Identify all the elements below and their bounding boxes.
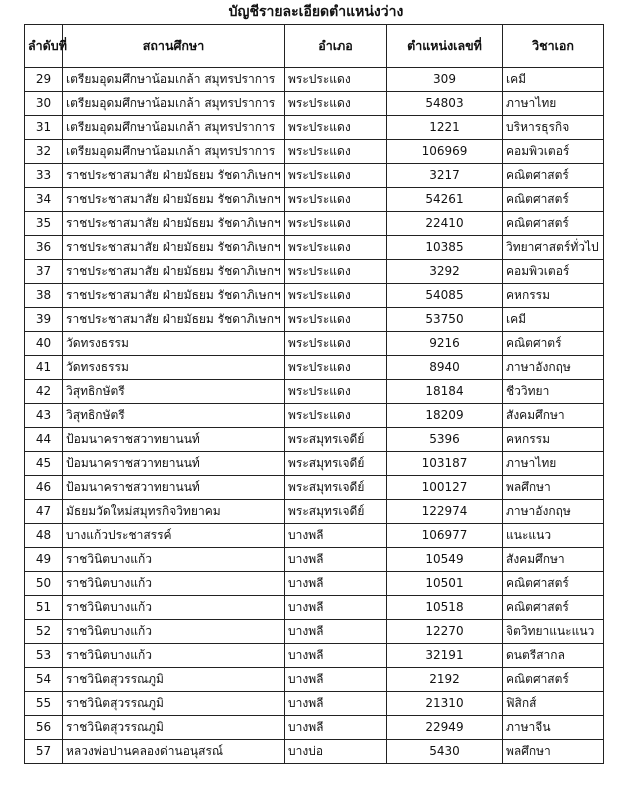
cell-major: คณิตศาตร์ — [503, 332, 604, 356]
cell-sequence: 29 — [25, 68, 63, 92]
cell-position-number: 22410 — [387, 212, 503, 236]
cell-school: เตรียมอุดมศึกษาน้อมเกล้า สมุทรปราการ — [63, 116, 285, 140]
cell-major: เคมี — [503, 308, 604, 332]
cell-position-number: 32191 — [387, 644, 503, 668]
cell-position-number: 309 — [387, 68, 503, 92]
cell-district: พระประแดง — [285, 236, 387, 260]
cell-position-number: 8940 — [387, 356, 503, 380]
cell-position-number: 10549 — [387, 548, 503, 572]
cell-major: คณิตศาสตร์ — [503, 164, 604, 188]
cell-position-number: 106977 — [387, 524, 503, 548]
table-row — [25, 68, 604, 92]
cell-position-number: 12270 — [387, 620, 503, 644]
cell-position-number: 5396 — [387, 428, 503, 452]
cell-major: ภาษาอังกฤษ — [503, 500, 604, 524]
cell-school: ราชประชาสมาสัย ฝ่ายมัธยม รัชดาภิเษกฯ — [63, 260, 285, 284]
cell-school: ราชประชาสมาสัย ฝ่ายมัธยม รัชดาภิเษกฯ — [63, 212, 285, 236]
cell-sequence: 56 — [25, 716, 63, 740]
cell-position-number: 21310 — [387, 692, 503, 716]
table-row — [25, 452, 604, 476]
table-row — [25, 620, 604, 644]
table-row — [25, 740, 604, 764]
cell-major: คณิตศาสตร์ — [503, 596, 604, 620]
table-row — [25, 284, 604, 308]
cell-sequence: 47 — [25, 500, 63, 524]
cell-position-number: 22949 — [387, 716, 503, 740]
cell-sequence: 37 — [25, 260, 63, 284]
cell-major: ภาษาไทย — [503, 92, 604, 116]
cell-district: พระสมุทรเจดีย์ — [285, 452, 387, 476]
cell-sequence: 39 — [25, 308, 63, 332]
table-row — [25, 596, 604, 620]
cell-district: พระประแดง — [285, 308, 387, 332]
cell-position-number: 54261 — [387, 188, 503, 212]
cell-major: คอมพิวเตอร์ — [503, 140, 604, 164]
cell-district: บางพลี — [285, 644, 387, 668]
cell-sequence: 38 — [25, 284, 63, 308]
cell-school: เตรียมอุดมศึกษาน้อมเกล้า สมุทรปราการ — [63, 68, 285, 92]
cell-major: คณิตศาสตร์ — [503, 212, 604, 236]
table-row — [25, 188, 604, 212]
cell-school: ราชประชาสมาสัย ฝ่ายมัธยม รัชดาภิเษกฯ — [63, 308, 285, 332]
cell-district: พระประแดง — [285, 164, 387, 188]
cell-major: ฟิสิกส์ — [503, 692, 604, 716]
cell-position-number: 106969 — [387, 140, 503, 164]
cell-sequence: 32 — [25, 140, 63, 164]
table-row — [25, 356, 604, 380]
cell-district: บางบ่อ — [285, 740, 387, 764]
cell-district: พระประแดง — [285, 188, 387, 212]
cell-district: บางพลี — [285, 524, 387, 548]
cell-sequence: 31 — [25, 116, 63, 140]
cell-position-number: 103187 — [387, 452, 503, 476]
cell-school: วัดทรงธรรม — [63, 356, 285, 380]
table-row — [25, 644, 604, 668]
cell-district: บางพลี — [285, 572, 387, 596]
table-row — [25, 212, 604, 236]
cell-position-number: 10518 — [387, 596, 503, 620]
cell-major: เคมี — [503, 68, 604, 92]
cell-position-number: 100127 — [387, 476, 503, 500]
cell-major: ชีววิทยา — [503, 380, 604, 404]
table-row — [25, 692, 604, 716]
cell-school: ราชวินิตสุวรรณภูมิ — [63, 668, 285, 692]
cell-school: บางแก้วประชาสรรค์ — [63, 524, 285, 548]
vacancy-table — [24, 24, 604, 764]
cell-major: พลศึกษา — [503, 476, 604, 500]
cell-school: มัธยมวัดใหม่สมุทรกิจวิทยาคม — [63, 500, 285, 524]
header-district: อำเภอ — [285, 25, 387, 68]
cell-position-number: 18184 — [387, 380, 503, 404]
cell-school: วิสุทธิกษัตรี — [63, 404, 285, 428]
cell-district: พระประแดง — [285, 356, 387, 380]
cell-school: เตรียมอุดมศึกษาน้อมเกล้า สมุทรปราการ — [63, 140, 285, 164]
table-row — [25, 428, 604, 452]
cell-district: พระประแดง — [285, 92, 387, 116]
cell-district: พระประแดง — [285, 116, 387, 140]
cell-major: วิทยาศาสตร์ทั่วไป — [503, 236, 604, 260]
table-row — [25, 140, 604, 164]
table-row — [25, 668, 604, 692]
cell-major: คหกรรม — [503, 428, 604, 452]
cell-position-number: 53750 — [387, 308, 503, 332]
cell-sequence: 45 — [25, 452, 63, 476]
table-row — [25, 164, 604, 188]
cell-school: ราชวินิตบางแก้ว — [63, 572, 285, 596]
cell-major: ภาษาจีน — [503, 716, 604, 740]
cell-district: พระประแดง — [285, 260, 387, 284]
cell-school: ป้อมนาคราชสวาทยานนท์ — [63, 452, 285, 476]
cell-sequence: 33 — [25, 164, 63, 188]
cell-major: บริหารธุรกิจ — [503, 116, 604, 140]
header-school: สถานศึกษา — [63, 25, 285, 68]
cell-sequence: 54 — [25, 668, 63, 692]
cell-major: พลศึกษา — [503, 740, 604, 764]
header-major: วิชาเอก — [503, 25, 604, 68]
cell-sequence: 42 — [25, 380, 63, 404]
table-row — [25, 500, 604, 524]
cell-sequence: 43 — [25, 404, 63, 428]
cell-school: ราชวินิตสุวรรณภูมิ — [63, 716, 285, 740]
cell-school: ราชวินิตสุวรรณภูมิ — [63, 692, 285, 716]
cell-school: เตรียมอุดมศึกษาน้อมเกล้า สมุทรปราการ — [63, 92, 285, 116]
table-body — [25, 68, 604, 764]
cell-position-number: 2192 — [387, 668, 503, 692]
cell-position-number: 10501 — [387, 572, 503, 596]
cell-school: ราชวินิตบางแก้ว — [63, 548, 285, 572]
cell-sequence: 30 — [25, 92, 63, 116]
table-row — [25, 404, 604, 428]
cell-school: วัดทรงธรรม — [63, 332, 285, 356]
cell-sequence: 34 — [25, 188, 63, 212]
cell-district: พระประแดง — [285, 212, 387, 236]
cell-position-number: 3217 — [387, 164, 503, 188]
cell-sequence: 57 — [25, 740, 63, 764]
cell-district: บางพลี — [285, 620, 387, 644]
cell-sequence: 46 — [25, 476, 63, 500]
cell-major: สังคมศึกษา — [503, 404, 604, 428]
cell-sequence: 48 — [25, 524, 63, 548]
cell-district: พระสมุทรเจดีย์ — [285, 500, 387, 524]
cell-sequence: 52 — [25, 620, 63, 644]
cell-district: พระประแดง — [285, 68, 387, 92]
cell-position-number: 5430 — [387, 740, 503, 764]
cell-major: สังคมศึกษา — [503, 548, 604, 572]
cell-position-number: 122974 — [387, 500, 503, 524]
cell-school: ราชประชาสมาสัย ฝ่ายมัธยม รัชดาภิเษกฯ — [63, 188, 285, 212]
cell-sequence: 53 — [25, 644, 63, 668]
table-row — [25, 92, 604, 116]
cell-major: คณิตศาสตร์ — [503, 188, 604, 212]
cell-position-number: 1221 — [387, 116, 503, 140]
cell-sequence: 55 — [25, 692, 63, 716]
table-row — [25, 716, 604, 740]
page-title: บัญชีรายละเอียดตำแหน่งว่าง — [228, 4, 404, 20]
cell-sequence: 40 — [25, 332, 63, 356]
cell-school: ราชประชาสมาสัย ฝ่ายมัธยม รัชดาภิเษกฯ — [63, 284, 285, 308]
cell-major: คณิตศาสตร์ — [503, 572, 604, 596]
cell-sequence: 41 — [25, 356, 63, 380]
cell-school: ป้อมนาคราชสวาทยานนท์ — [63, 428, 285, 452]
cell-district: พระสมุทรเจดีย์ — [285, 428, 387, 452]
table-row — [25, 572, 604, 596]
cell-school: ราชวินิตบางแก้ว — [63, 620, 285, 644]
cell-major: ดนตรีสากล — [503, 644, 604, 668]
cell-major: ภาษาไทย — [503, 452, 604, 476]
table-row — [25, 548, 604, 572]
cell-major: ภาษาอังกฤษ — [503, 356, 604, 380]
table-row — [25, 116, 604, 140]
cell-district: พระประแดง — [285, 284, 387, 308]
cell-school: วิสุทธิกษัตรี — [63, 380, 285, 404]
cell-district: บางพลี — [285, 692, 387, 716]
cell-sequence: 49 — [25, 548, 63, 572]
cell-district: พระประแดง — [285, 380, 387, 404]
cell-position-number: 18209 — [387, 404, 503, 428]
cell-sequence: 44 — [25, 428, 63, 452]
cell-district: พระประแดง — [285, 332, 387, 356]
cell-major: คหกรรม — [503, 284, 604, 308]
cell-position-number: 54803 — [387, 92, 503, 116]
cell-district: พระสมุทรเจดีย์ — [285, 476, 387, 500]
cell-position-number: 3292 — [387, 260, 503, 284]
cell-sequence: 51 — [25, 596, 63, 620]
table-row — [25, 476, 604, 500]
cell-major: แนะแนว — [503, 524, 604, 548]
cell-major: คอมพิวเตอร์ — [503, 260, 604, 284]
table-row — [25, 260, 604, 284]
cell-district: บางพลี — [285, 596, 387, 620]
table-header-row — [25, 25, 604, 68]
table-row — [25, 332, 604, 356]
table-row — [25, 308, 604, 332]
cell-sequence: 35 — [25, 212, 63, 236]
cell-sequence: 50 — [25, 572, 63, 596]
cell-district: บางพลี — [285, 716, 387, 740]
cell-position-number: 10385 — [387, 236, 503, 260]
cell-district: บางพลี — [285, 548, 387, 572]
header-position-number: ตำแหน่งเลขที่ — [387, 25, 503, 68]
cell-school: หลวงพ่อปานคลองด่านอนุสรณ์ — [63, 740, 285, 764]
table-row — [25, 524, 604, 548]
table-row — [25, 380, 604, 404]
table-row — [25, 236, 604, 260]
cell-school: ราชประชาสมาสัย ฝ่ายมัธยม รัชดาภิเษกฯ — [63, 236, 285, 260]
header-sequence: ลำดับที่ — [25, 25, 63, 68]
cell-district: บางพลี — [285, 668, 387, 692]
cell-school: ราชวินิตบางแก้ว — [63, 644, 285, 668]
cell-position-number: 9216 — [387, 332, 503, 356]
cell-school: ป้อมนาคราชสวาทยานนท์ — [63, 476, 285, 500]
cell-major: คณิตศาสตร์ — [503, 668, 604, 692]
cell-school: ราชประชาสมาสัย ฝ่ายมัธยม รัชดาภิเษกฯ — [63, 164, 285, 188]
cell-school: ราชวินิตบางแก้ว — [63, 596, 285, 620]
cell-district: พระประแดง — [285, 140, 387, 164]
cell-position-number: 54085 — [387, 284, 503, 308]
cell-district: พระประแดง — [285, 404, 387, 428]
cell-major: จิตวิทยาแนะแนว — [503, 620, 604, 644]
cell-sequence: 36 — [25, 236, 63, 260]
